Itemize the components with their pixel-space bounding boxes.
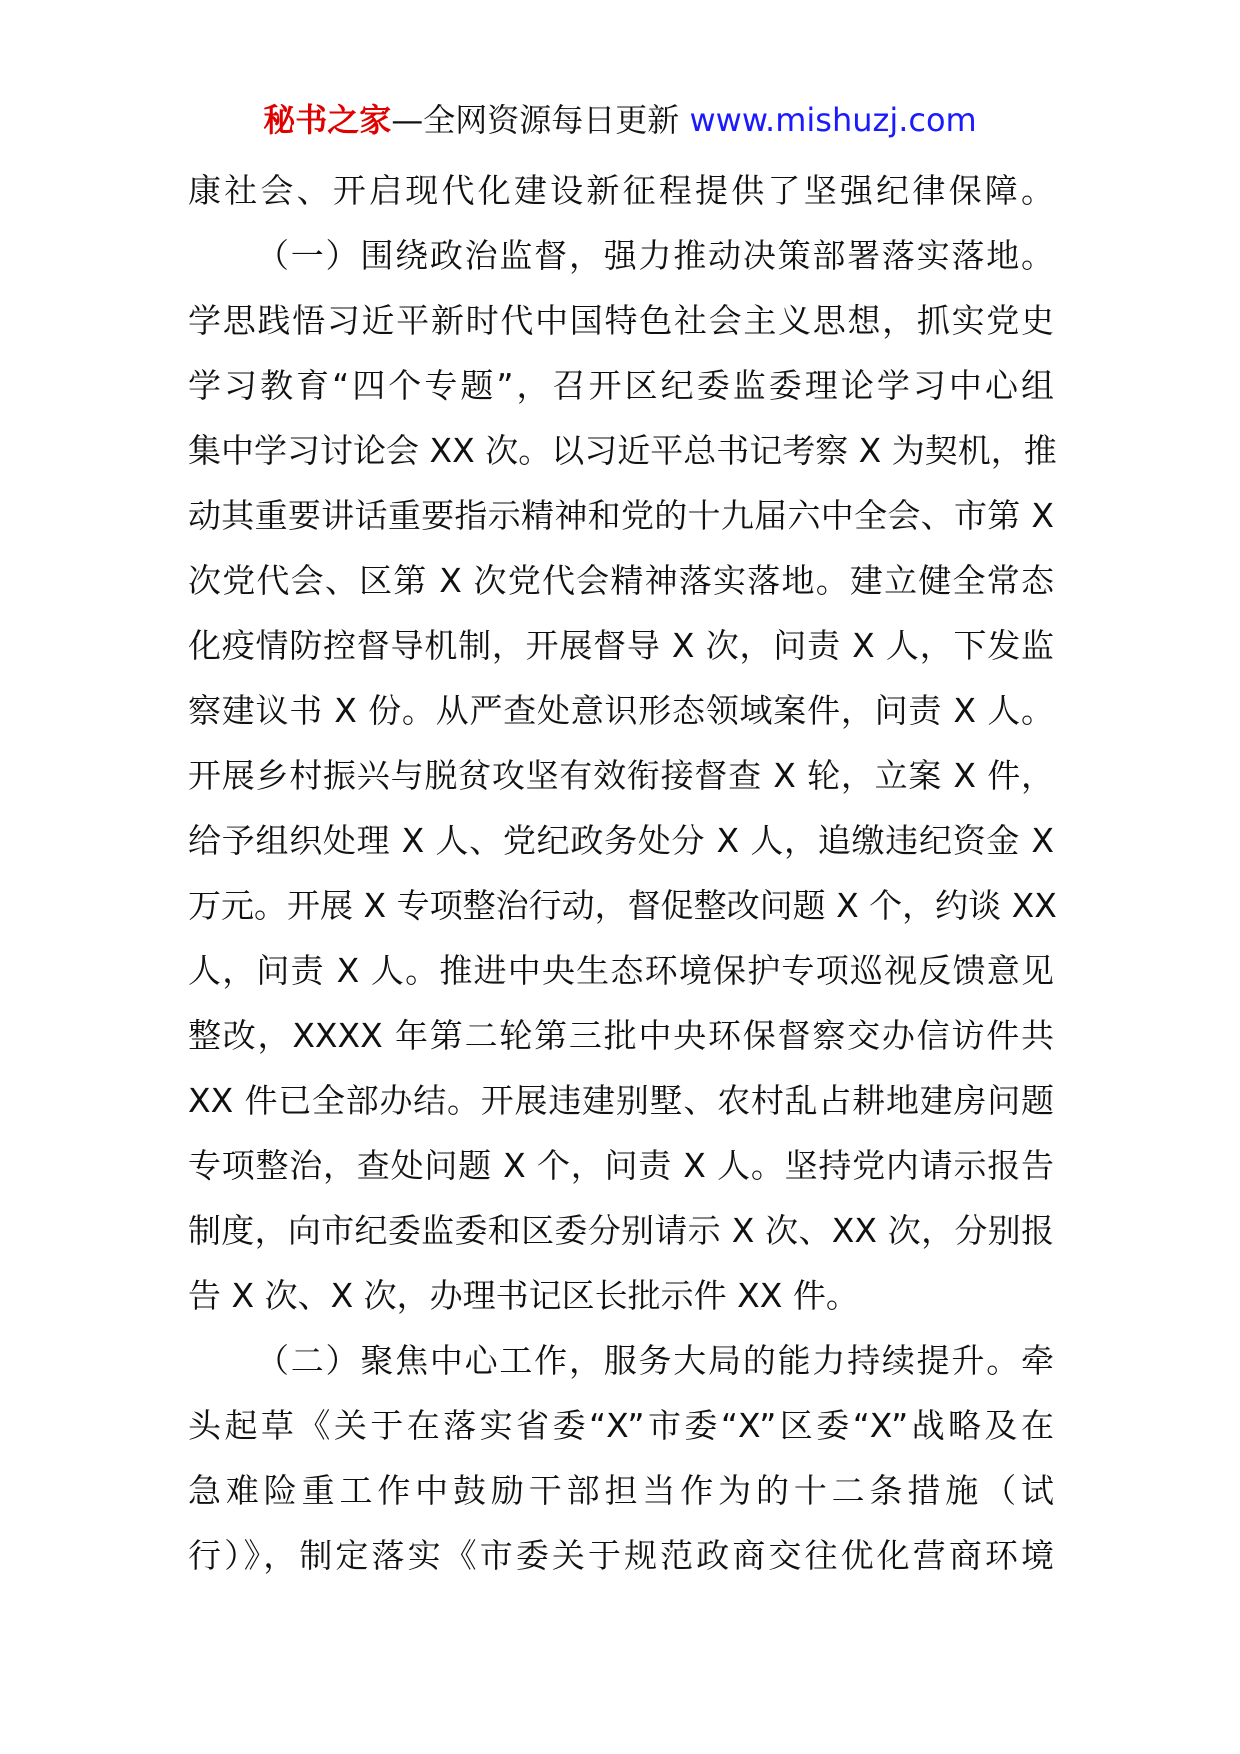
text-line: 人，问责 X 人。推进中央生态环境保护专项巡视反馈意见 <box>188 951 1054 990</box>
section-heading: （二）聚焦中心工作，服务大局的能力持续提升。牵 <box>256 1341 1054 1380</box>
text-line: 头起草《关于在落实省委“X”市委“X”区委“X”战略及在 <box>188 1406 1054 1445</box>
text-line: 制度，向市纪委监委和区委分别请示 X 次、XX 次，分别报 <box>188 1211 1054 1250</box>
text-line: 急难险重工作中鼓励干部担当作为的十二条措施（试 <box>188 1471 1054 1510</box>
text-line: 给予组织处理 X 人、党纪政务处分 X 人，追缴违纪资金 X <box>188 821 1054 860</box>
header-tagline: —全网资源每日更新 <box>391 101 680 139</box>
text-line: 次党代会、区第 X 次党代会精神落实落地。建立健全常态 <box>188 561 1054 600</box>
text-line: 学习教育“四个专题”，召开区纪委监委理论学习中心组 <box>188 366 1054 405</box>
text-line: 察建议书 X 份。从严查处意识形态领域案件，问责 X 人。 <box>188 691 1054 730</box>
text-line: 整改，XXXX 年第二轮第三批中央环保督察交办信访件共 <box>188 1016 1054 1055</box>
site-url[interactable]: www.mishuzj.com <box>689 101 977 139</box>
text-line: 康社会、开启现代化建设新征程提供了坚强纪律保障。 <box>188 171 1054 210</box>
site-brand: 秘书之家 <box>263 101 392 139</box>
text-line: 集中学习讨论会 XX 次。以习近平总书记考察 X 为契机，推 <box>188 431 1057 470</box>
section-heading: （一）围绕政治监督，强力推动决策部署落实落地。 <box>256 236 1054 275</box>
document-body <box>188 158 1057 1588</box>
text-line: 专项整治，查处问题 X 个，问责 X 人。坚持党内请示报告 <box>188 1146 1054 1185</box>
text-line: 开展乡村振兴与脱贫攻坚有效衔接督查 X 轮，立案 X 件， <box>188 756 1054 795</box>
text-line: XX 件已全部办结。开展违建别墅、农村乱占耕地建房问题 <box>188 1081 1054 1120</box>
text-line: 动其重要讲话重要指示精神和党的十九届六中全会、市第 X <box>188 496 1054 535</box>
text-line: 告 X 次、X 次，办理书记区长批示件 XX 件。 <box>188 1276 859 1315</box>
text-line: 学思践悟习近平新时代中国特色社会主义思想，抓实党史 <box>188 301 1054 340</box>
text-line: 化疫情防控督导机制，开展督导 X 次，问责 X 人，下发监 <box>188 626 1054 665</box>
watermark-header <box>0 100 1240 140</box>
text-line: 万元。开展 X 专项整治行动，督促整改问题 X 个，约谈 XX <box>188 886 1057 925</box>
text-line: 行）》，制定落实《市委关于规范政商交往优化营商环境 <box>188 1536 1054 1575</box>
